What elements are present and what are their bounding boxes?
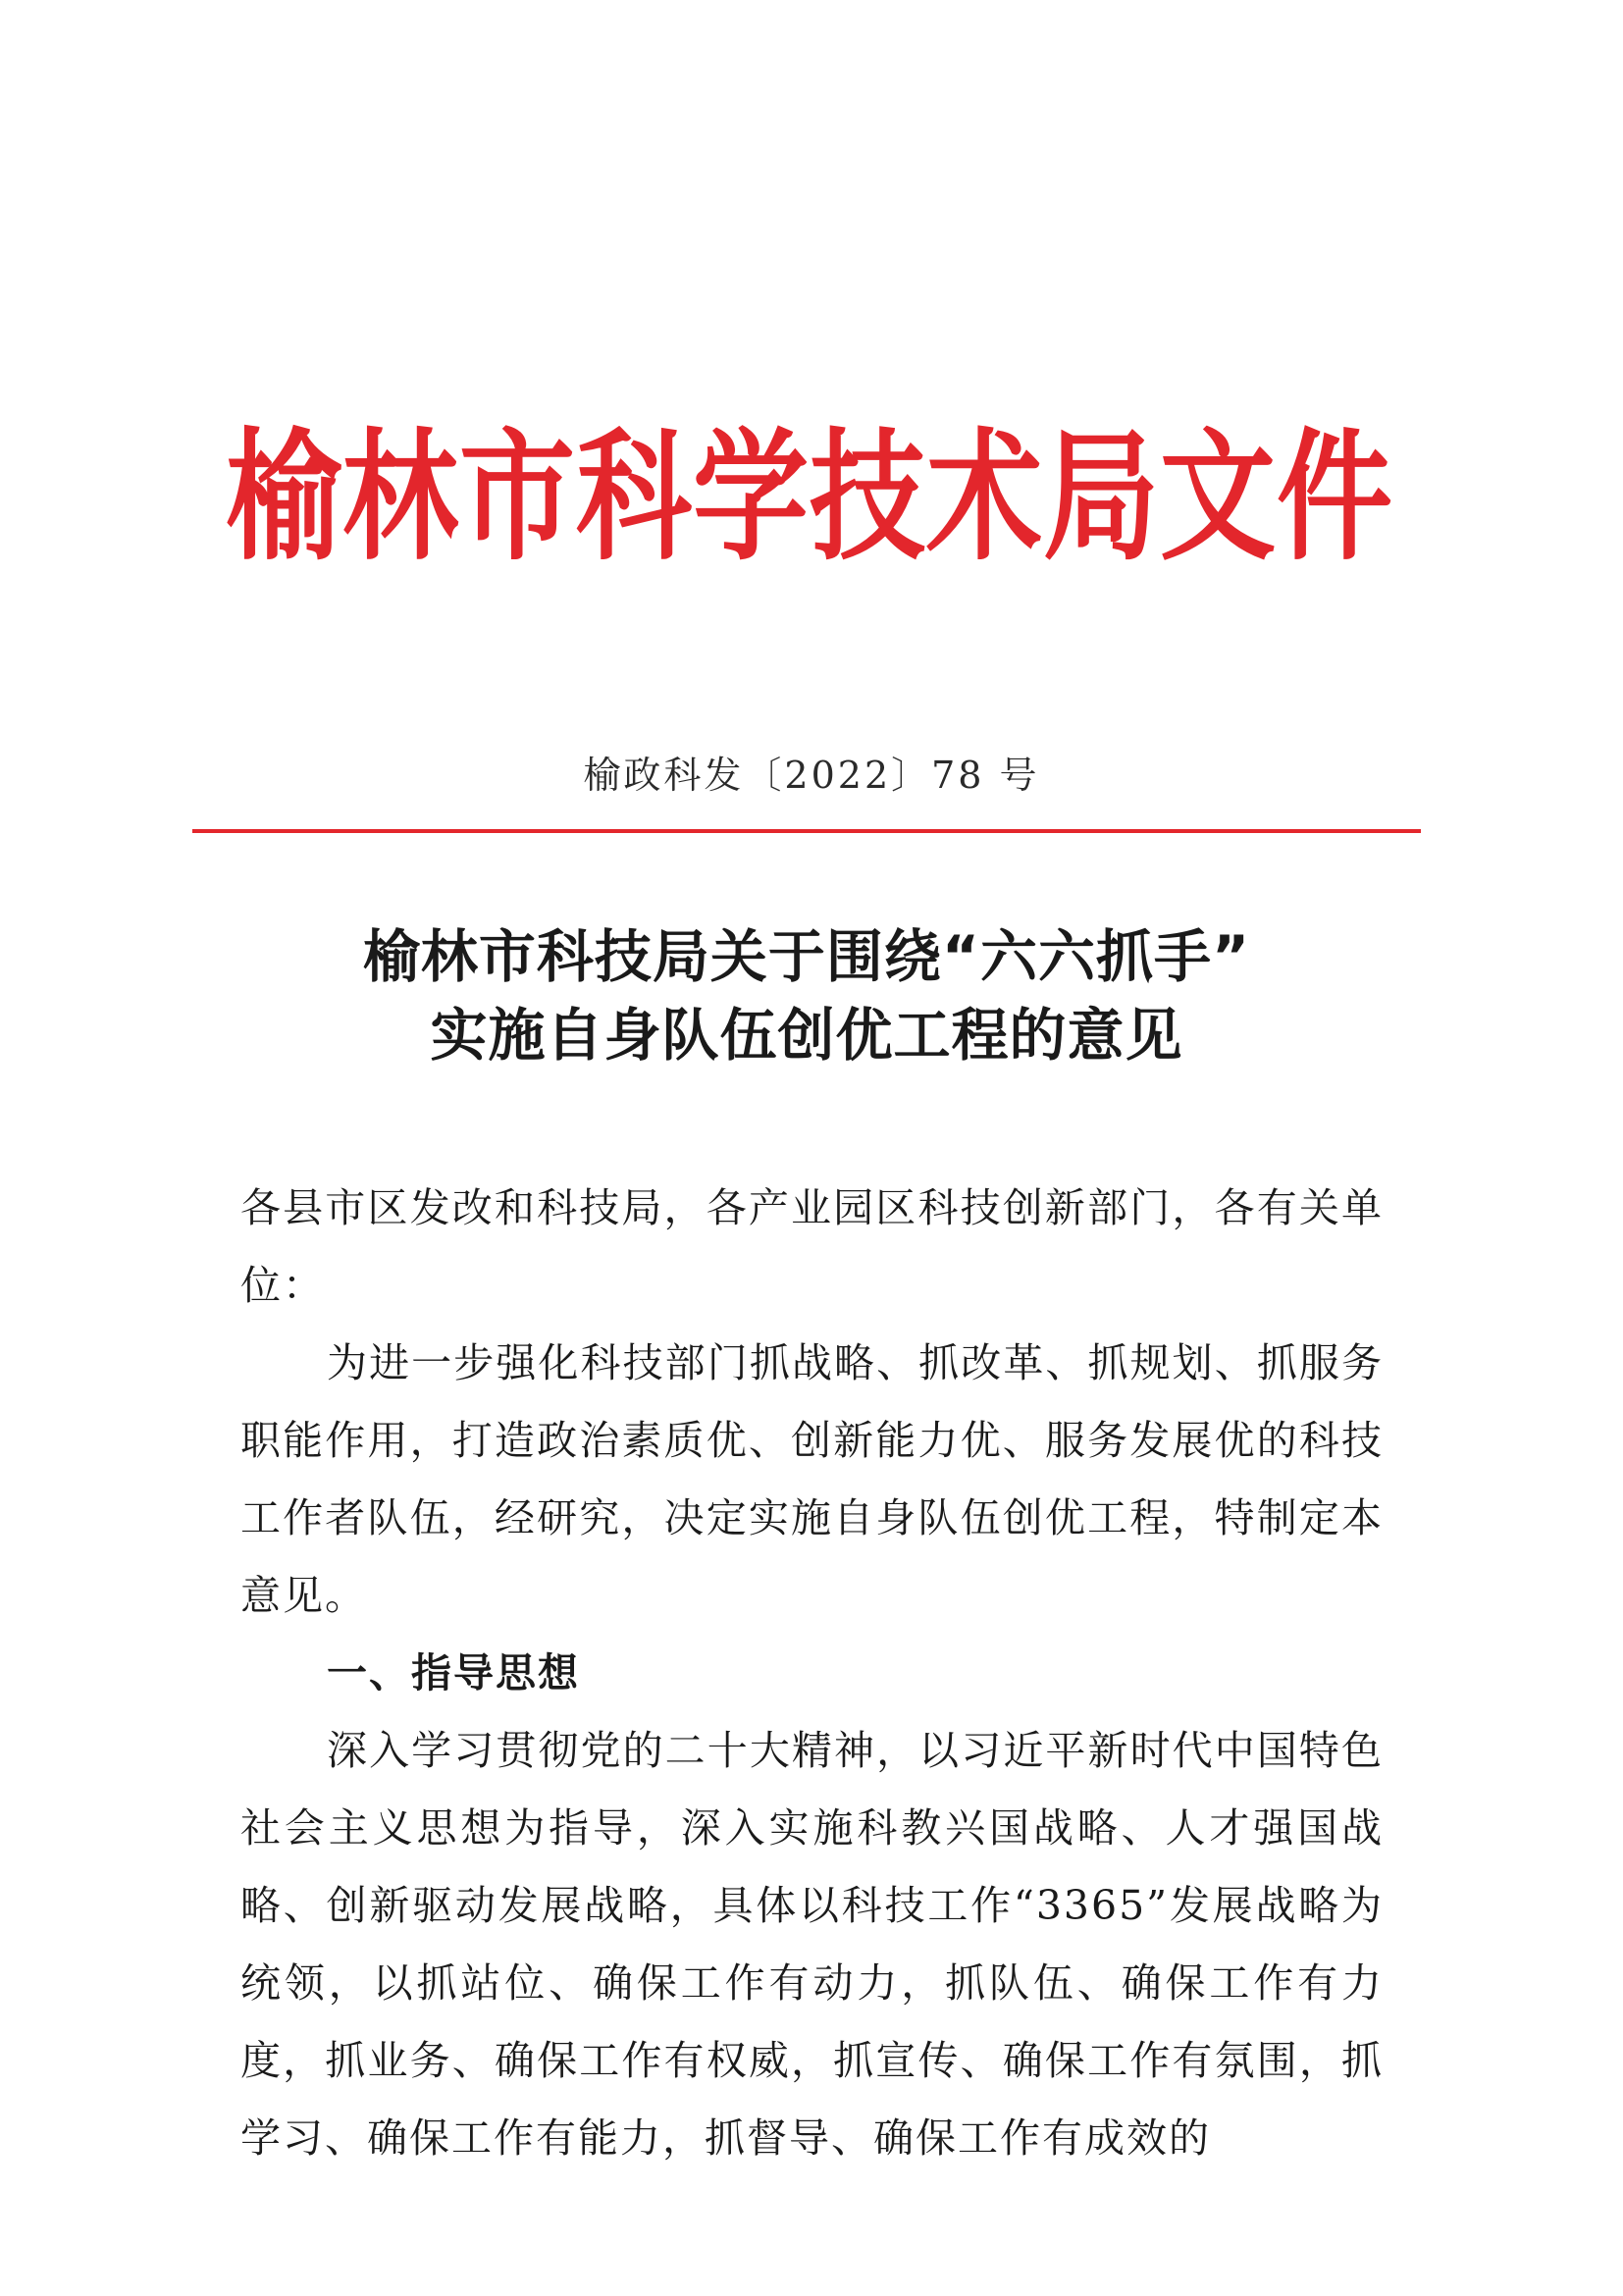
document-number: 榆政科发〔2022〕78 号 — [583, 754, 1040, 797]
masthead-title: 榆林市科学技术局文件 — [226, 414, 1394, 580]
red-divider-line — [192, 829, 1421, 833]
addressee: 各县市区发改和科技局，各产业园区科技创新部门，各有关单位： — [240, 1184, 1384, 1309]
section-paragraph: 深入学习贯彻党的二十大精神，以习近平新时代中国特色社会主义思想为指导，深入实施科教兴国战略、人才强国战略、创新驱动发展战略，具体以科技工作“3365”发展战略为统领，以抓站位、确保工作有动力，抓队伍、确保工作有力度，抓业务、确保工作有权威，抓宣传、确保工作有氛围，抓学习、确保工作有能力，抓督导、确保工作有成效的 — [240, 1727, 1384, 2162]
document-title-line-2: 实施自身队伍创优工程的意见 — [430, 1002, 1183, 1069]
section-heading: 一、指导思想 — [327, 1649, 580, 1696]
document-title-line-1: 榆林市科技局关于围绕“六六抓手” — [362, 923, 1251, 990]
intro-paragraph: 为进一步强化科技部门抓战略、抓改革、抓规划、抓服务职能作用，打造政治素质优、创新能力优、服务发展优的科技工作者队伍，经研究，决定实施自身队伍创优工程，特制定本意见。 — [240, 1339, 1384, 1619]
document-body — [240, 1170, 1384, 2177]
